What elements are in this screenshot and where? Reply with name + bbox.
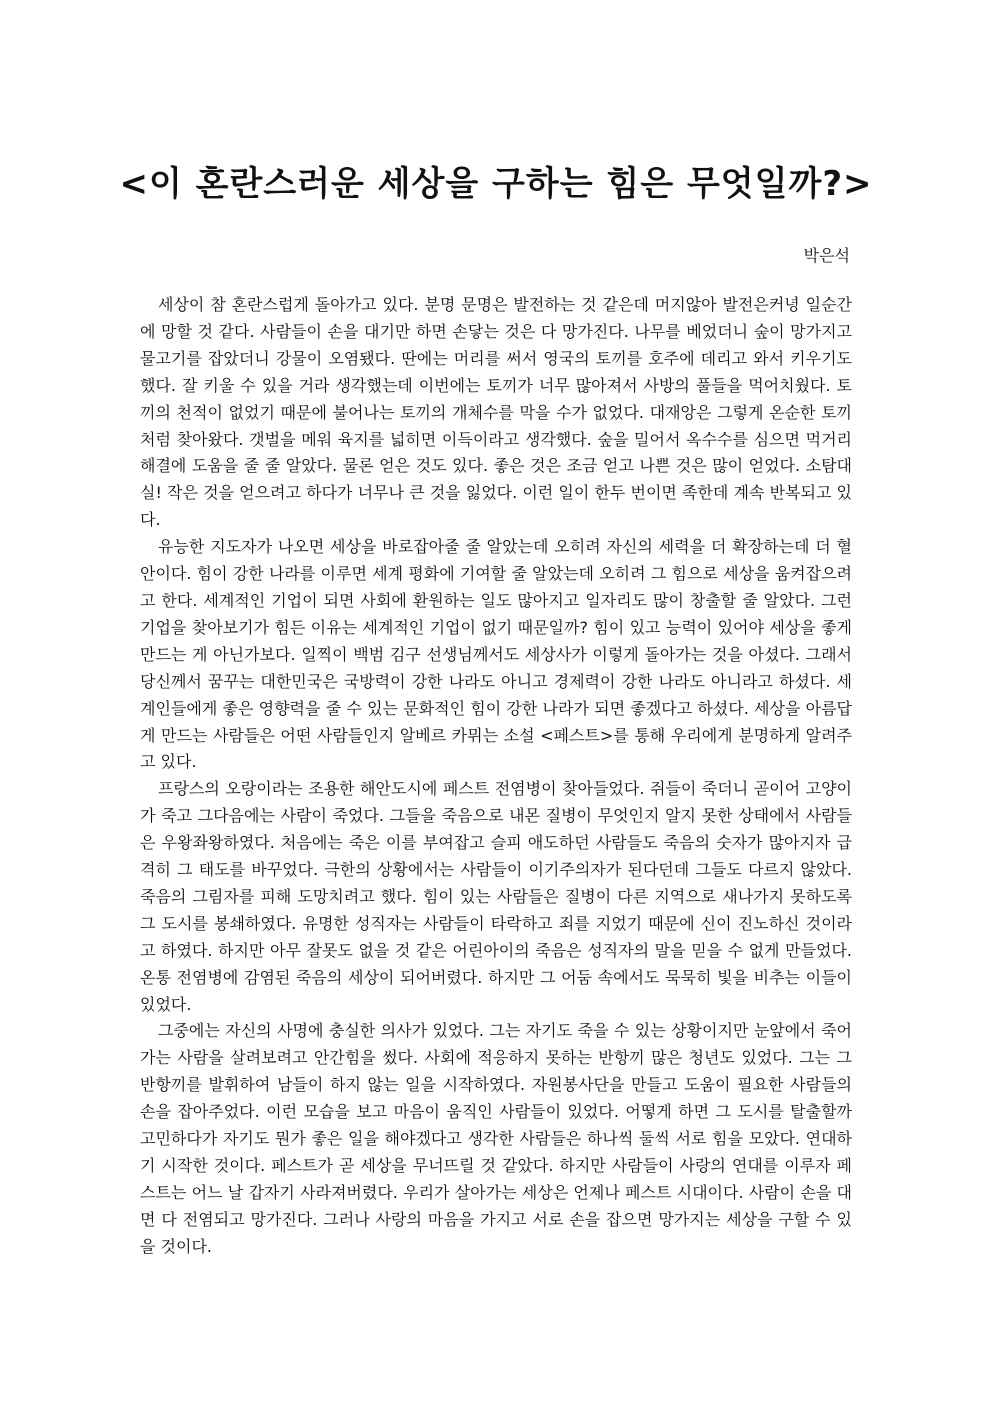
document-body	[140, 292, 852, 1261]
document-author: 박은석	[803, 246, 850, 265]
document-title: <이 혼란스러운 세상을 구하는 힘은 무엇일까?>	[119, 164, 873, 204]
paragraph-1: 세상이 참 혼란스럽게 돌아가고 있다. 분명 문명은 발전하는 것 같은데 머지않아 발전은커녕 일순간에 망할 것 같다. 사람들이 손을 대기만 하면 손닿는 것은 다 망가진다. 나무를 베었더니 숲이 망가지고 물고기를 잡았더니 강물이 오염됐다. 딴에는 머리를 써서 영국의 토끼를 호주에 데리고 와서 키우기도 했다. 잘 키울 수 있을 거라 생각했는데 이번에는 토끼가 너무 많아져서 사방의 풀들을 먹어치웠다. 토끼의 천적이 없었기 때문에 불어나는 토끼의 개체수를 막을 수가 없었다. 대재앙은 그렇게 온순한 토끼처럼 찾아왔다. 갯벌을 메워 육지를 넓히면 이득이라고 생각했다. 숲을 밀어서 옥수수를 심으면 먹거리 해결에 도움을 줄 줄 알았다. 물론 얻은 것도 있다. 좋은 것은 조금 얻고 나쁜 것은 많이 얻었다. 소탐대실! 작은 것을 얻으려고 하다가 너무나 큰 것을 잃었다. 이런 일이 한두 번이면 족한데 계속 반복되고 있다.	[140, 295, 852, 530]
paragraph-3: 프랑스의 오랑이라는 조용한 해안도시에 페스트 전염병이 찾아들었다. 쥐들이 죽더니 곧이어 고양이가 죽고 그다음에는 사람이 죽었다. 그들을 죽음으로 내몬 질병이 무엇인지 알지 못한 상태에서 사람들은 우왕좌왕하였다. 처음에는 죽은 이를 부여잡고 슬피 애도하던 사람들도 죽음의 숫자가 많아지자 급격히 그 태도를 바꾸었다. 극한의 상황에서는 사람들이 이기주의자가 된다던데 그들도 다르지 않았다. 죽음의 그림자를 피해 도망치려고 했다. 힘이 있는 사람들은 질병이 다른 지역으로 새나가지 못하도록 그 도시를 봉쇄하였다. 유명한 성직자는 사람들이 타락하고 죄를 지었기 때문에 신이 진노하신 것이라고 하였다. 하지만 아무 잘못도 없을 것 같은 어린아이의 죽음은 성직자의 말을 믿을 수 없게 만들었다. 온통 전염병에 감염된 죽음의 세상이 되어버렸다. 하지만 그 어둠 속에서도 묵묵히 빛을 비추는 이들이 있었다.	[140, 779, 852, 1014]
paragraph-2: 유능한 지도자가 나오면 세상을 바로잡아줄 줄 알았는데 오히려 자신의 세력을 더 확장하는데 더 혈안이다. 힘이 강한 나라를 이루면 세계 평화에 기여할 줄 알았는데 오히려 그 힘으로 세상을 움켜잡으려고 한다. 세계적인 기업이 되면 사회에 환원하는 일도 많아지고 일자리도 많이 창출할 줄 알았다. 그런 기업을 찾아보기가 힘든 이유는 세계적인 기업이 없기 때문일까? 힘이 있고 능력이 있어야 세상을 좋게 만드는 게 아닌가보다. 일찍이 백범 김구 선생님께서도 세상사가 이렇게 돌아가는 것을 아셨다. 그래서 당신께서 꿈꾸는 대한민국은 국방력이 강한 나라도 아니고 경제력이 강한 나라도 아니라고 하셨다. 세계인들에게 좋은 영향력을 줄 수 있는 문화적인 힘이 강한 나라가 되면 좋겠다고 하셨다. 세상을 아름답게 만드는 사람들은 어떤 사람들인지 알베르 카뮈는 소설 <페스트>를 통해 우리에게 분명하게 알려주고 있다.	[140, 537, 852, 772]
paragraph-4: 그중에는 자신의 사명에 충실한 의사가 있었다. 그는 자기도 죽을 수 있는 상황이지만 눈앞에서 죽어가는 사람을 살려보려고 안간힘을 썼다. 사회에 적응하지 못하는 반항끼 많은 청년도 있었다. 그는 그 반항끼를 발휘하여 남들이 하지 않는 일을 시작하였다. 자원봉사단을 만들고 도움이 필요한 사람들의 손을 잡아주었다. 이런 모습을 보고 마음이 움직인 사람들이 있었다. 어떻게 하면 그 도시를 탈출할까 고민하다가 자기도 뭔가 좋은 일을 해야겠다고 생각한 사람들은 하나씩 둘씩 서로 힘을 모았다. 연대하기 시작한 것이다. 페스트가 곧 세상을 무너뜨릴 것 같았다. 하지만 사람들이 사랑의 연대를 이루자 페스트는 어느 날 갑자기 사라져버렸다. 우리가 살아가는 세상은 언제나 페스트 시대이다. 사람이 손을 대면 다 전염되고 망가진다. 그러나 사랑의 마음을 가지고 서로 손을 잡으면 망가지는 세상을 구할 수 있을 것이다.	[140, 1021, 852, 1256]
